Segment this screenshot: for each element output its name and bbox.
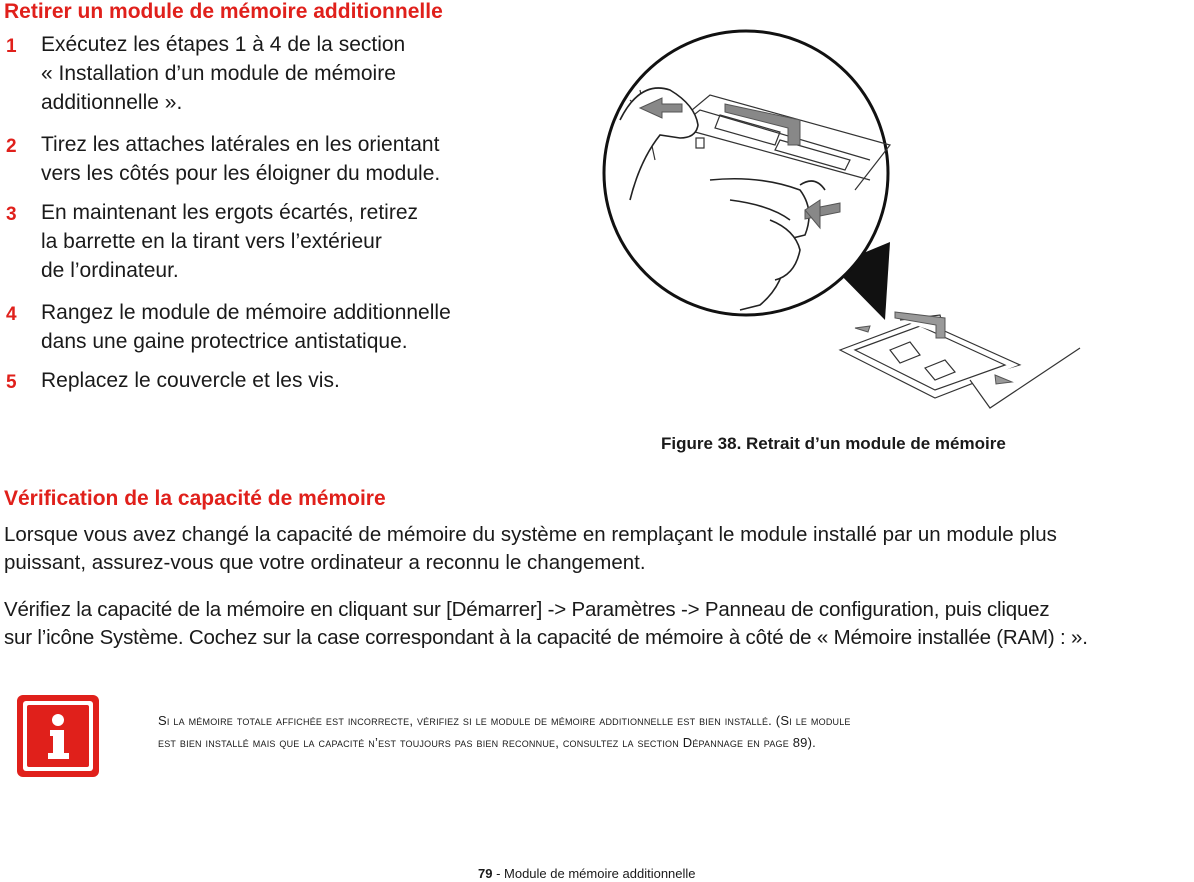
- page-number: 79: [478, 866, 493, 881]
- section-title-verify: Vérification de la capacité de mémoire: [4, 487, 386, 510]
- paragraph-line: Lorsque vous avez changé la capacité de mémoire du système en remplaçant le module installé par un module plus: [4, 523, 1057, 546]
- step-line: En maintenant les ergots écartés, retirez: [41, 201, 419, 224]
- step-line: « Installation d’un module de mémoire: [41, 62, 396, 85]
- step-line: Tirez les attaches latérales en les orientant: [41, 133, 440, 156]
- paragraph-line: puissant, assurez-vous que votre ordinateur a reconnu le changement.: [4, 551, 646, 574]
- step-number: 3: [6, 204, 17, 225]
- step-number: 1: [6, 36, 17, 57]
- step-line: vers les côtés pour les éloigner du module.: [41, 162, 441, 185]
- step-line: dans une gaine protectrice antistatique.: [41, 330, 408, 353]
- step-line: de l’ordinateur.: [41, 259, 179, 282]
- step-number: 4: [6, 304, 17, 325]
- step-text: [41, 130, 521, 188]
- figure-caption: Figure 38. Retrait d’un module de mémoire: [661, 434, 1006, 453]
- info-note: [158, 710, 851, 754]
- step-line: la barrette en la tirant vers l’extérieur: [41, 230, 382, 253]
- info-icon: [15, 693, 101, 779]
- step-text: [41, 366, 521, 395]
- note-line: Si la mémoire totale affichée est incorrecte, vérifiez si le module de mémoire additionnelle est bien installé. (Si le module: [158, 713, 851, 728]
- section-title-remove: Retirer un module de mémoire additionnelle: [4, 0, 443, 23]
- note-line: est bien installé mais que la capacité n’est toujours pas bien reconnue, consultez la section Dépannage en page 89).: [158, 735, 816, 750]
- step-line: Exécutez les étapes 1 à 4 de la section: [41, 33, 406, 56]
- memory-removal-illustration: [600, 20, 1090, 420]
- step-line: Rangez le module de mémoire additionnelle: [41, 301, 451, 324]
- paragraph-line: Vérifiez la capacité de la mémoire en cliquant sur [Démarrer] -> Paramètres -> Panneau de configuration, puis cliquez: [4, 598, 1050, 621]
- step-line: Replacez le couvercle et les vis.: [41, 369, 340, 392]
- step-number: 2: [6, 136, 17, 157]
- paragraph-line: sur l’icône Système. Cochez sur la case correspondant à la capacité de mémoire à côté de « Mémoire installée (RAM) : ».: [4, 626, 1088, 649]
- step-text: [41, 198, 521, 285]
- step-number: 5: [6, 372, 17, 393]
- step-line: additionnelle ».: [41, 91, 183, 114]
- memory-module-small: [840, 315, 1080, 408]
- paragraph: [4, 596, 1194, 652]
- step-text: [41, 298, 521, 356]
- page-footer: [478, 866, 696, 881]
- paragraph: [4, 521, 1194, 577]
- step-text: [41, 30, 521, 117]
- footer-text: - Module de mémoire additionnelle: [492, 866, 696, 881]
